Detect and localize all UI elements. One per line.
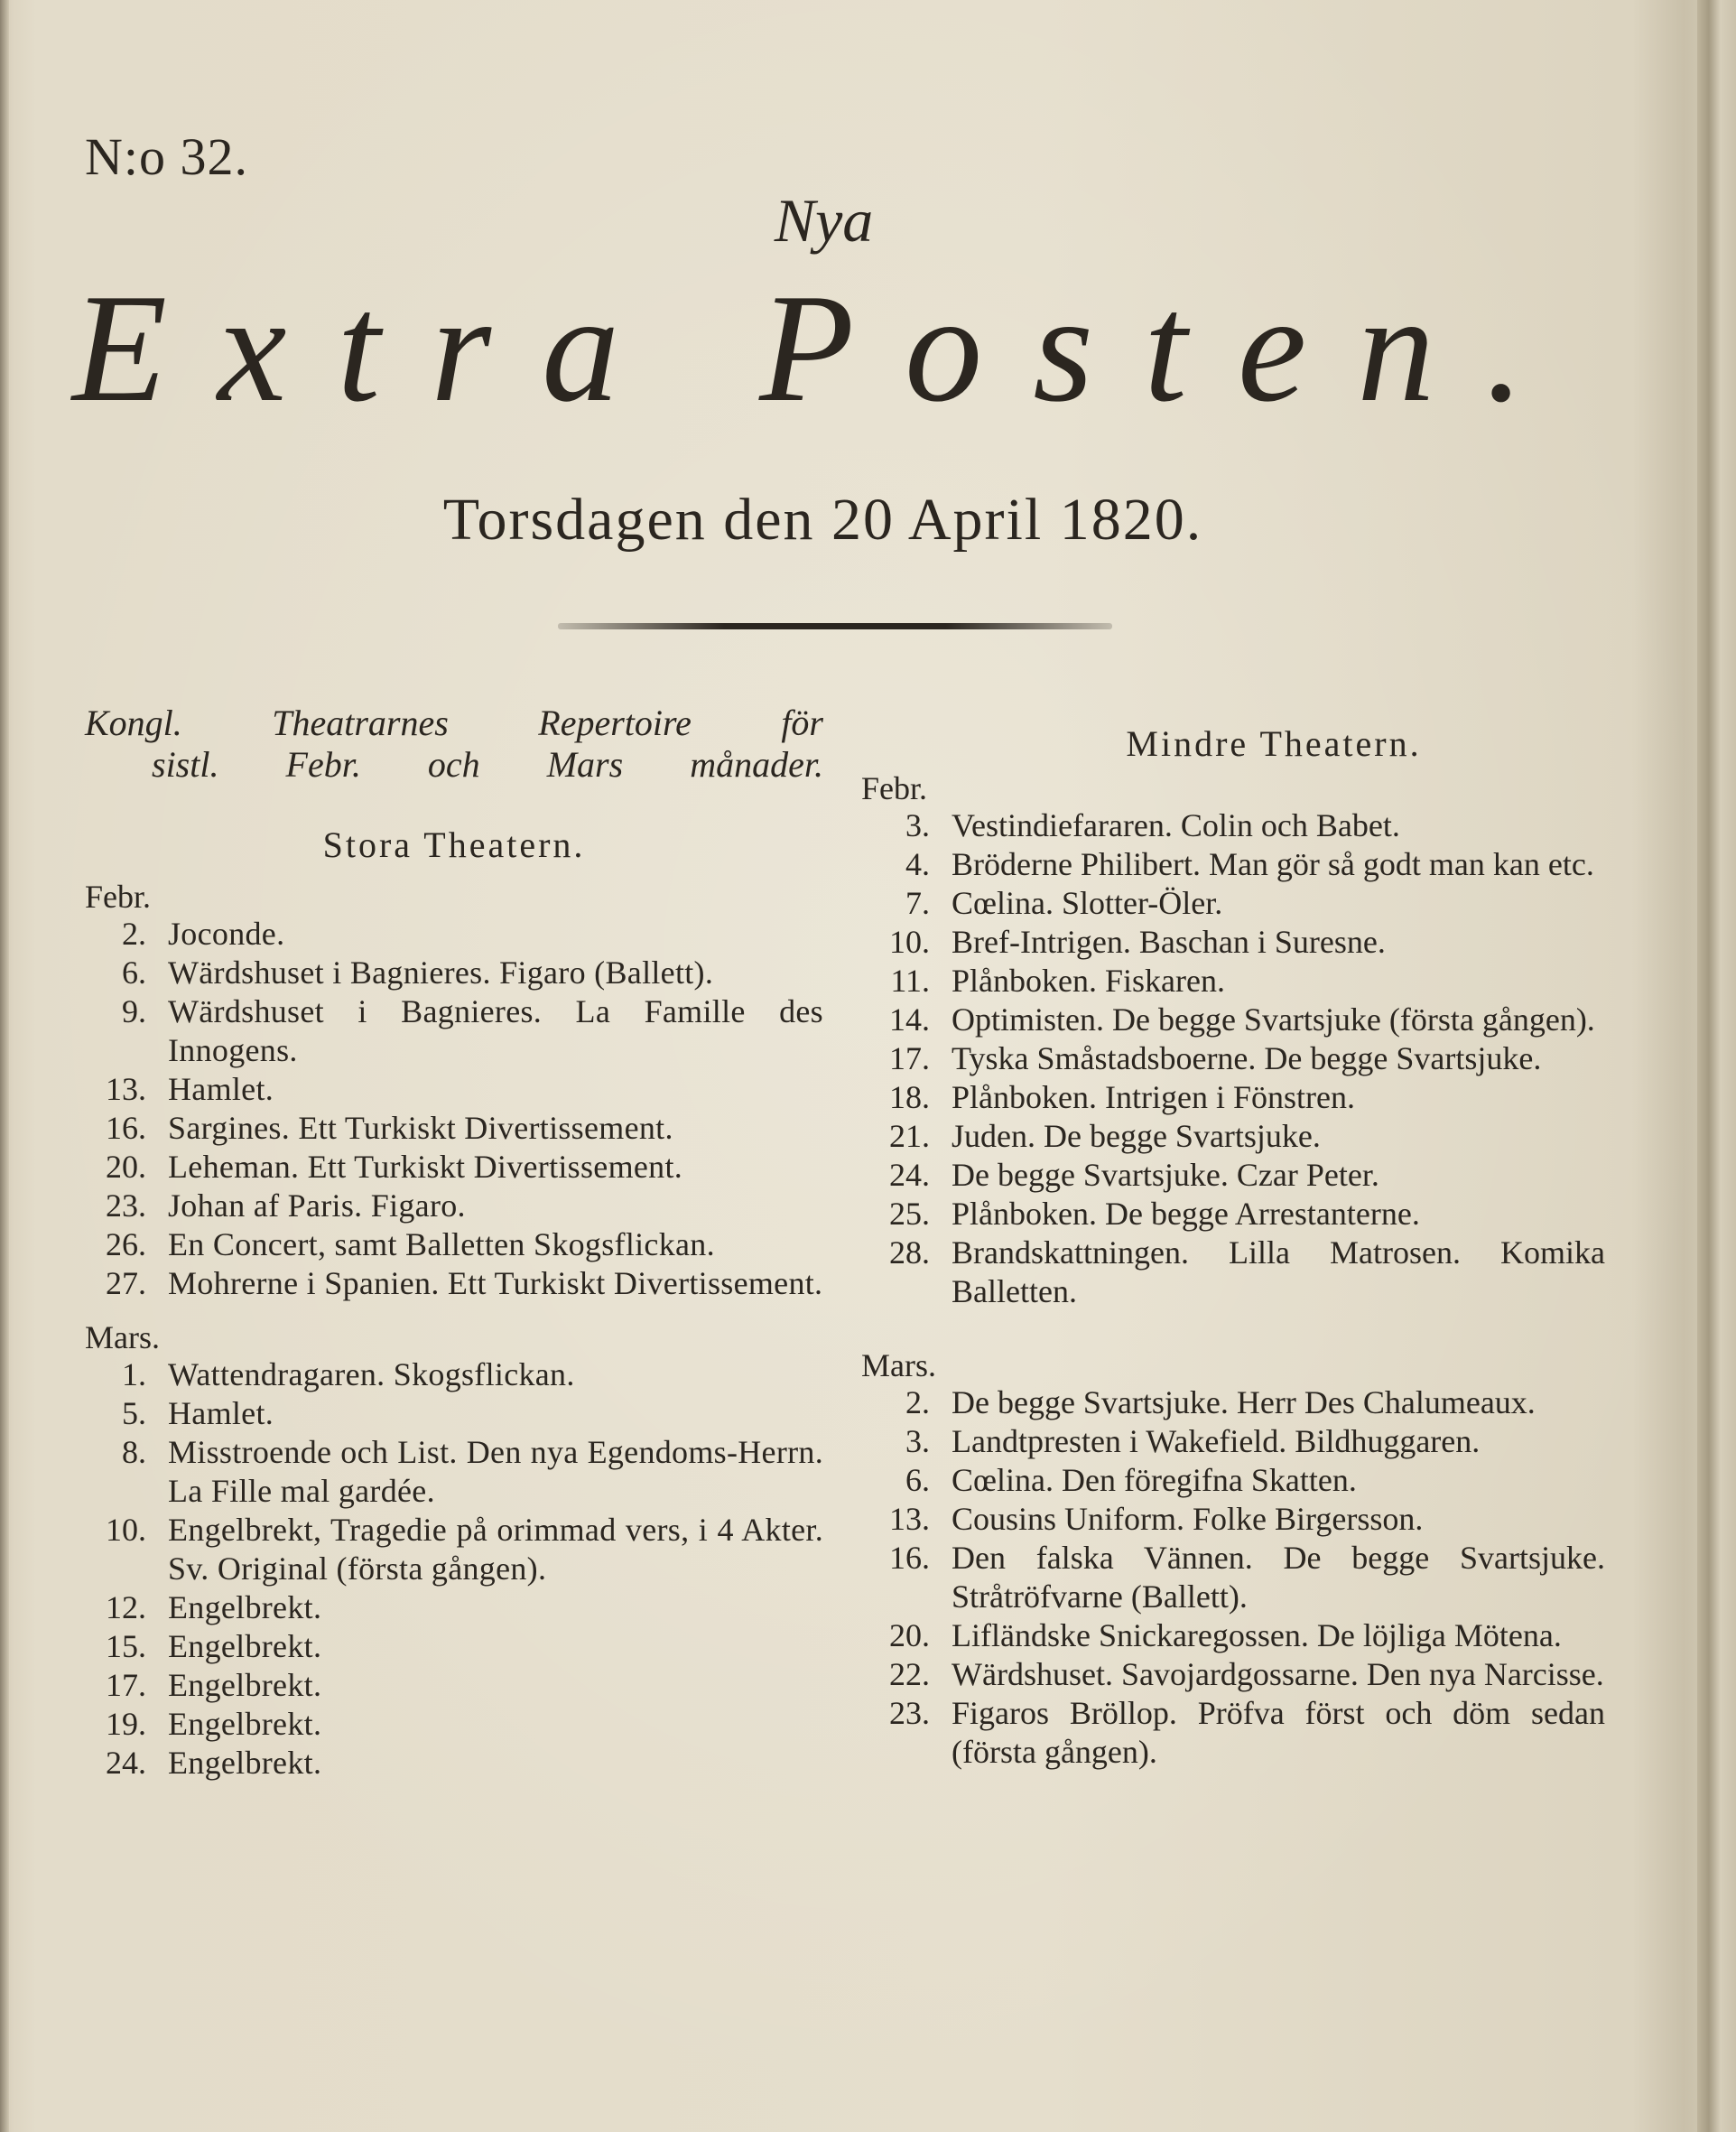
stora-mars-list [85, 1355, 823, 1783]
entry-text: Misstroende och List. Den nya Egendoms-Herrn. La Fille mal gardée. [168, 1434, 823, 1509]
entry-day: 16. [889, 1540, 930, 1576]
list-item [861, 845, 1605, 884]
list-item [85, 1744, 823, 1783]
list-item [861, 1422, 1605, 1461]
entry-text: Hamlet. [168, 1395, 274, 1431]
entry-day: 9. [122, 993, 146, 1029]
entry-text: Cousins Uniform. Folke Birgersson. [952, 1501, 1424, 1537]
list-item [85, 1148, 823, 1187]
entry-day: 13. [889, 1501, 930, 1537]
entry-day: 28. [889, 1234, 930, 1271]
entry-text: Wattendragaren. Skogsflickan. [168, 1356, 575, 1392]
entry-day: 20. [889, 1617, 930, 1653]
entry-text: Den falska Vännen. De begge Svartsjuke. Stråtröfvarne (Ballett). [952, 1540, 1605, 1615]
list-item [85, 1070, 823, 1109]
list-item [861, 962, 1605, 1001]
mindre-mars-list [861, 1383, 1605, 1772]
entry-text: Leheman. Ett Turkiskt Divertissement. [168, 1149, 683, 1185]
entry-day: 8. [122, 1434, 146, 1470]
entry-day: 17. [889, 1040, 930, 1076]
list-item [85, 1355, 823, 1394]
entry-text: Optimisten. De begge Svartsjuke (första gången). [952, 1001, 1595, 1038]
entry-text: Figaros Bröllop. Pröfva först och döm sedan (första gången). [952, 1695, 1605, 1770]
entry-text: En Concert, samt Balletten Skogsflickan. [168, 1226, 715, 1262]
issue-date: Torsdagen den 20 April 1820. [442, 487, 1203, 553]
entry-day: 13. [106, 1071, 146, 1107]
mindre-theatern-title: Mindre Theatern. [1126, 723, 1422, 764]
list-item [85, 1705, 823, 1744]
entry-text: Joconde. [168, 916, 285, 952]
entry-day: 2. [905, 1384, 930, 1420]
list-item [861, 1383, 1605, 1422]
list-item [861, 806, 1605, 845]
entry-text: Bref-Intrigen. Baschan i Suresne. [952, 924, 1386, 960]
entry-day: 5. [122, 1395, 146, 1431]
entry-text: Juden. De begge Svartsjuke. [952, 1118, 1321, 1154]
entry-day: 23. [889, 1695, 930, 1731]
entry-day: 10. [106, 1512, 146, 1548]
entry-text: Engelbrekt. [168, 1667, 322, 1703]
entry-day: 26. [106, 1226, 146, 1262]
entry-day: 4. [905, 846, 930, 882]
list-item [861, 1616, 1605, 1655]
list-item [85, 954, 823, 992]
list-item [85, 992, 823, 1070]
masthead-title: Extra Posten. [72, 263, 1575, 434]
right-column [861, 722, 1605, 1772]
entry-day: 24. [889, 1157, 930, 1193]
entry-text: Engelbrekt, Tragedie på orimmad vers, i 4 Akter. Sv. Original (första gången). [168, 1512, 823, 1587]
page-left-edge [0, 0, 9, 2132]
entry-text: De begge Svartsjuke. Herr Des Chalumeaux. [952, 1384, 1536, 1420]
entry-day: 18. [889, 1079, 930, 1115]
month-label-mars: Mars. [861, 1347, 936, 1383]
entry-text: Plånboken. Fiskaren. [952, 963, 1225, 999]
month-label-febr: Febr. [85, 879, 152, 915]
entry-day: 7. [905, 885, 930, 921]
list-item [85, 1394, 823, 1433]
month-label-mars: Mars. [85, 1319, 160, 1355]
entry-text: Engelbrekt. [168, 1745, 322, 1781]
entry-text: Wärdshuset i Bagnieres. La Famille des Innogens. [168, 993, 823, 1068]
entry-text: Johan af Paris. Figaro. [168, 1187, 466, 1224]
list-item [861, 1500, 1605, 1539]
entry-day: 3. [905, 807, 930, 843]
list-item [85, 1109, 823, 1148]
list-item [861, 1039, 1605, 1078]
entry-day: 25. [889, 1196, 930, 1232]
mindre-febr-list [861, 806, 1605, 1311]
entry-day: 23. [106, 1187, 146, 1224]
entry-text: Vestindiefararen. Colin och Babet. [952, 807, 1400, 843]
entry-day: 12. [106, 1589, 146, 1625]
entry-day: 17. [106, 1667, 146, 1703]
entry-text: Lifländske Snickaregossen. De löjliga Mötena. [952, 1617, 1562, 1653]
list-item [861, 1195, 1605, 1234]
entry-day: 6. [122, 954, 146, 991]
entry-day: 22. [889, 1656, 930, 1692]
list-item [85, 1225, 823, 1264]
list-item [85, 915, 823, 954]
entry-text: Plånboken. Intrigen i Fönstren. [952, 1079, 1355, 1115]
list-item [85, 1666, 823, 1705]
entry-day: 21. [889, 1118, 930, 1154]
list-item [85, 1588, 823, 1627]
entry-text: Cœlina. Slotter-Öler. [952, 885, 1223, 921]
list-item [861, 1655, 1605, 1694]
stora-theatern-title: Stora Theatern. [322, 824, 586, 865]
entry-day: 14. [889, 1001, 930, 1038]
entry-day: 1. [122, 1356, 146, 1392]
entry-day: 19. [106, 1706, 146, 1742]
entry-day: 6. [905, 1462, 930, 1498]
entry-day: 27. [106, 1265, 146, 1301]
list-item [861, 1234, 1605, 1311]
month-label-febr: Febr. [861, 770, 928, 806]
list-item [861, 884, 1605, 923]
repertoire-heading-line2: sistl. Febr. och Mars månader. [152, 744, 823, 785]
entry-day: 20. [106, 1149, 146, 1185]
entry-day: 15. [106, 1628, 146, 1664]
repertoire-heading [85, 703, 823, 786]
stora-febr-list [85, 915, 823, 1303]
list-item [861, 1117, 1605, 1156]
entry-text: De begge Svartsjuke. Czar Peter. [952, 1157, 1379, 1193]
list-item [85, 1627, 823, 1666]
list-item [85, 1433, 823, 1511]
entry-text: Sargines. Ett Turkiskt Divertissement. [168, 1110, 673, 1146]
list-item [861, 1694, 1605, 1772]
list-item [85, 1187, 823, 1225]
entry-text: Plånboken. De begge Arrestanterne. [952, 1196, 1420, 1232]
left-column [85, 703, 823, 1783]
list-item [861, 1001, 1605, 1039]
entry-text: Engelbrekt. [168, 1706, 322, 1742]
entry-text: Bröderne Philibert. Man gör så godt man kan etc. [952, 846, 1594, 882]
list-item [85, 1264, 823, 1303]
list-item [861, 1156, 1605, 1195]
entry-text: Engelbrekt. [168, 1589, 322, 1625]
entry-text: Wärdshuset i Bagnieres. Figaro (Ballett). [168, 954, 714, 991]
entry-day: 24. [106, 1745, 146, 1781]
repertoire-heading-line1: Kongl. Theatrarnes Repertoire för [85, 703, 823, 743]
entry-text: Hamlet. [168, 1071, 274, 1107]
list-item [861, 1539, 1605, 1616]
list-item [861, 1078, 1605, 1117]
masthead-nya: Nya [774, 186, 874, 255]
entry-text: Cœlina. Den föregifna Skatten. [952, 1462, 1357, 1498]
entry-day: 11. [890, 963, 930, 999]
entry-day: 3. [905, 1423, 930, 1459]
list-item [85, 1511, 823, 1588]
entry-day: 10. [889, 924, 930, 960]
entry-text: Brandskattningen. Lilla Matrosen. Komika Balletten. [952, 1234, 1605, 1309]
binding-gutter [1697, 0, 1736, 2132]
entry-day: 16. [106, 1110, 146, 1146]
list-item [861, 1461, 1605, 1500]
entry-text: Mohrerne i Spanien. Ett Turkiskt Divertissement. [168, 1265, 823, 1301]
entry-text: Engelbrekt. [168, 1628, 322, 1664]
entry-text: Wärdshuset. Savojardgossarne. Den nya Narcisse. [952, 1656, 1604, 1692]
entry-text: Landtpresten i Wakefield. Bildhuggaren. [952, 1423, 1481, 1459]
entry-day: 2. [122, 916, 146, 952]
ornamental-rule [558, 623, 1112, 629]
issue-number: N:o 32. [85, 127, 248, 186]
entry-text: Tyska Småstadsboerne. De begge Svartsjuke. [952, 1040, 1542, 1076]
list-item [861, 923, 1605, 962]
